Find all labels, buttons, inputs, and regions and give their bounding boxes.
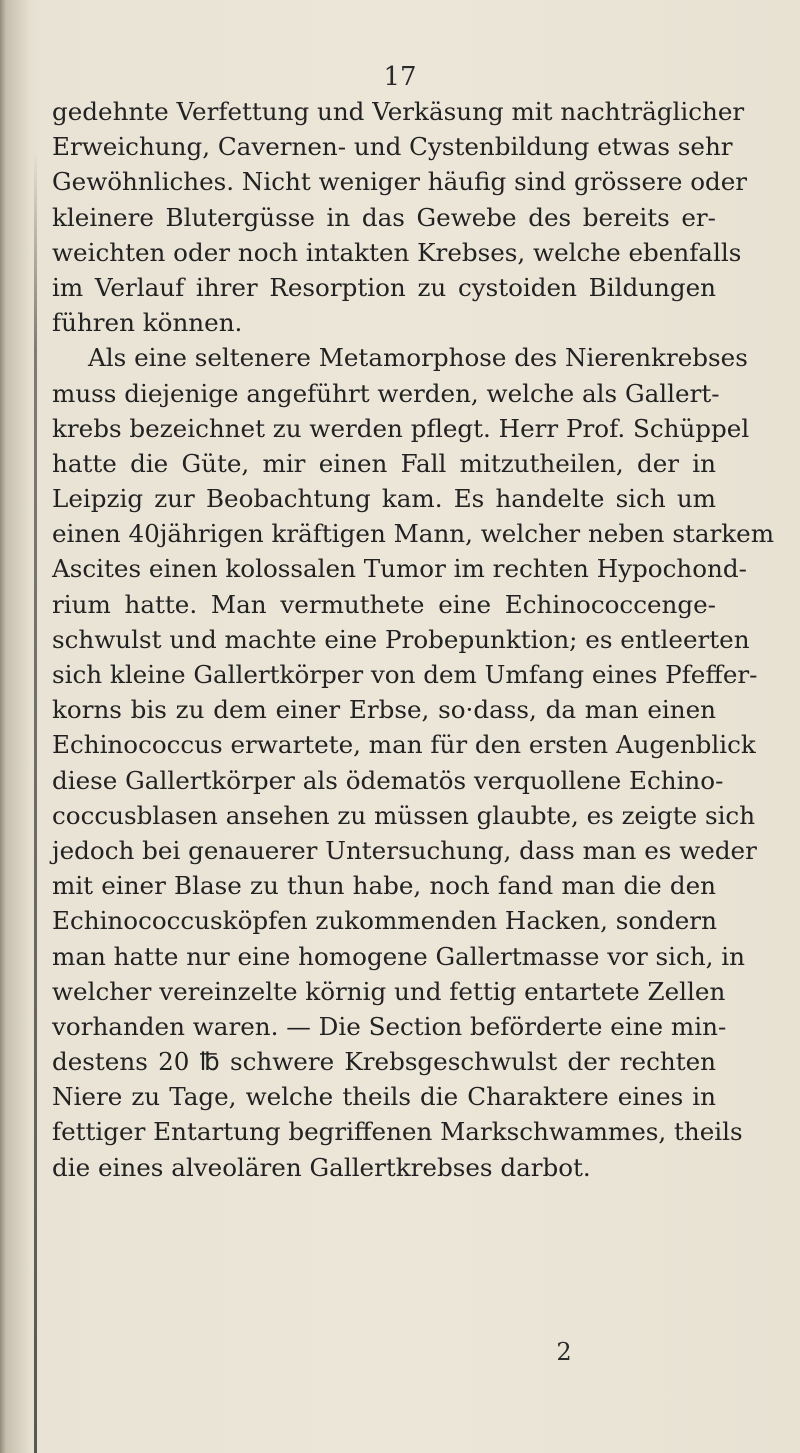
text-line: destens 20 ℔ schwere Krebsgeschwulst der rechten bbox=[52, 1047, 716, 1077]
text-line: mit einer Blase zu thun habe, noch fand man die den bbox=[52, 871, 716, 901]
text-line: welcher vereinzelte körnig und fettig entartete Zellen bbox=[52, 976, 726, 1006]
body-text bbox=[52, 94, 775, 1185]
text-line: schwulst und machte eine Probepunktion; es entleerten bbox=[52, 624, 750, 654]
text-line: weichten oder noch intakten Krebses, welche ebenfalls bbox=[52, 237, 742, 267]
page-number: 17 bbox=[383, 62, 417, 92]
text-line: gedehnte Verfettung und Verkäsung mit nachträglicher bbox=[52, 97, 745, 126]
text-line: Als eine seltenere Metamorphose des Nierenkrebses bbox=[88, 343, 748, 373]
binding-shadow bbox=[0, 0, 30, 1453]
text-line: fettiger Entartung begriffenen Markschwammes, theils bbox=[52, 1117, 743, 1147]
text-line: Leipzig zur Beobachtung kam. Es handelte sich um bbox=[52, 484, 716, 514]
text-line: Niere zu Tage, welche theils die Charaktere eines in bbox=[52, 1082, 716, 1112]
binding-edge bbox=[34, 150, 37, 1453]
signature-number: 2 bbox=[556, 1338, 572, 1366]
text-line: vorhanden waren. — Die Section beförderte eine min- bbox=[52, 1011, 727, 1041]
text-line: Echinococcus erwartete, man für den ersten Augenblick bbox=[52, 730, 756, 760]
text-line: im Verlauf ihrer Resorption zu cystoiden Bildungen bbox=[52, 272, 716, 302]
text-line: man hatte nur eine homogene Gallertmasse vor sich, in bbox=[52, 941, 745, 971]
text-line: korns bis zu dem einer Erbse, so·dass, da man einen bbox=[52, 695, 716, 725]
text-line: jedoch bei genauerer Untersuchung, dass man es weder bbox=[52, 835, 757, 865]
text-line: einen 40jährigen kräftigen Mann, welcher neben starkem bbox=[52, 519, 775, 549]
text-line: Gewöhnliches. Nicht weniger häufig sind grössere oder bbox=[52, 167, 748, 197]
text-line: die eines alveolären Gallertkrebses darbot. bbox=[52, 1152, 591, 1182]
text-line: kleinere Blutergüsse in das Gewebe des bereits er- bbox=[52, 202, 716, 232]
text-line: Erweichung, Cavernen- und Cystenbildung etwas sehr bbox=[52, 132, 733, 162]
text-line: führen können. bbox=[52, 308, 243, 338]
text-line: Ascites einen kolossalen Tumor im rechten Hypochond- bbox=[52, 554, 747, 584]
text-line: sich kleine Gallertkörper von dem Umfang eines Pfeffer- bbox=[52, 660, 758, 689]
text-line: rium hatte. Man vermuthete eine Echinococcenge- bbox=[52, 589, 716, 619]
text-line: coccusblasen ansehen zu müssen glaubte, es zeigte sich bbox=[52, 800, 756, 830]
text-line: krebs bezeichnet zu werden pflegt. Herr Prof. Schüppel bbox=[52, 413, 750, 443]
text-line: hatte die Güte, mir einen Fall mitzutheilen, der in bbox=[52, 448, 716, 478]
text-line: Echinococcusköpfen zukommenden Hacken, sondern bbox=[52, 906, 717, 936]
text-line: muss diejenige angeführt werden, welche als Gallert- bbox=[52, 378, 720, 408]
text-line: diese Gallertkörper als ödematös verquollene Echino- bbox=[52, 765, 724, 795]
